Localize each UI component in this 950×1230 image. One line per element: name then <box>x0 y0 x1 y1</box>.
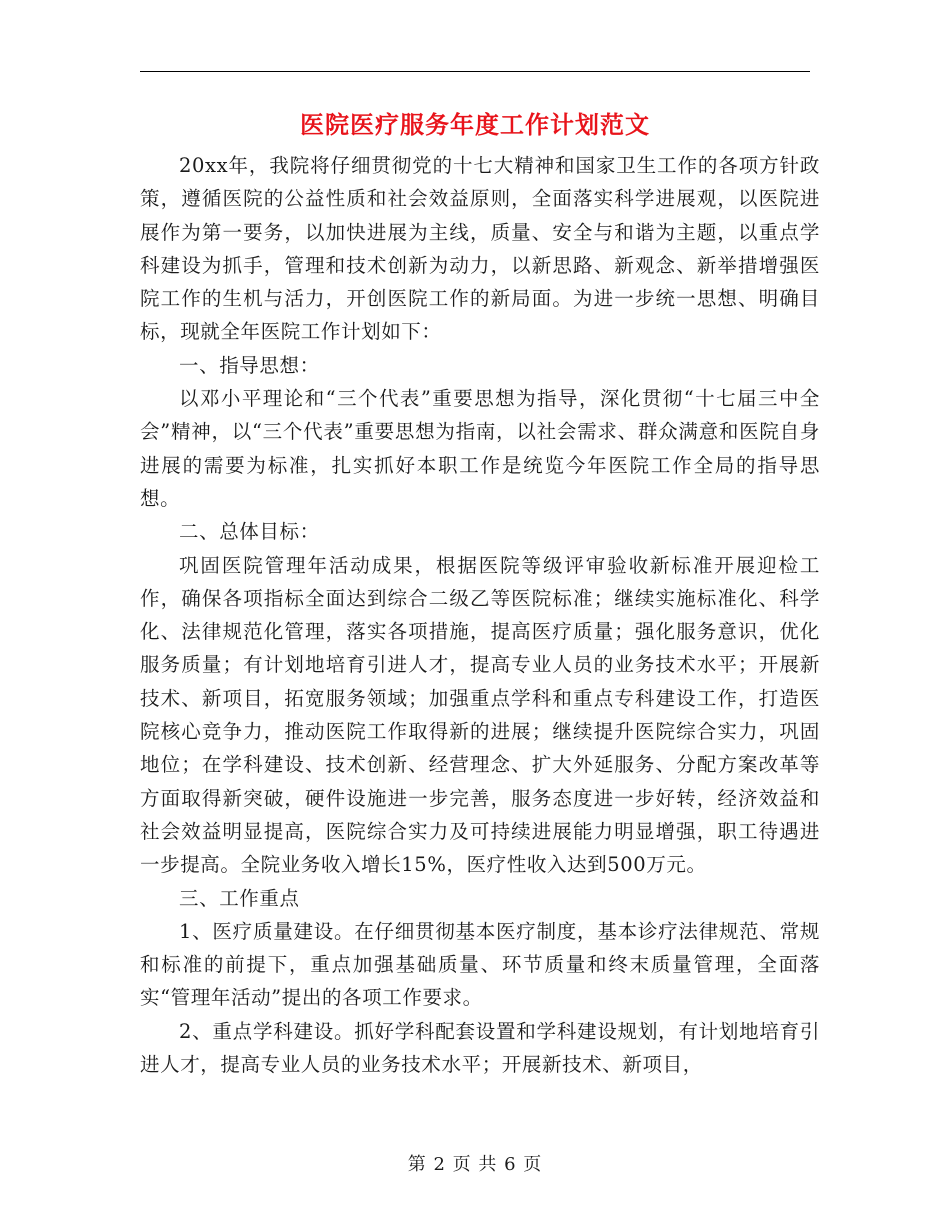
section-heading-work-focus: 三、工作重点 <box>179 886 300 910</box>
paragraph-overall-goals: 巩固医院管理年活动成果，根据医院等级评审验收新标准开展迎检工作，确保各项指标全面达到综合二级乙等医院标准；继续实施标准化、科学化、法律规范化管理，落实各项措施，提高医疗质量；强化服务意识，优化服务质量；有计划地培育引进人才，提高专业人员的业务技术水平；开展新技术、新项目，拓宽服务领域；加强重点学科和重点专科建设工作，打造医院核心竞争力，推动医院工作取得新的进展；继续提升医院综合实力，巩固地位；在学科建设、技术创新、经营理念、扩大外延服务、分配方案改革等方面取得新突破，硬件设施进一步完善，服务态度进一步好转，经济效益和社会效益明显提高，医院综合实力及可持续进展能力明显增强，职工待遇进一步提高。全院业务收入增长15%，医疗性收入达到500万元。 <box>140 553 820 877</box>
document-title: 医院医疗服务年度工作计划范文 <box>300 110 650 139</box>
header-rule <box>140 71 810 72</box>
page-number-footer: 第 2 页 共 6 页 <box>407 1154 543 1175</box>
paragraph-key-disciplines: 2、重点学科建设。抓好学科配套设置和学科建设规划，有计划地培育引进人才，提高专业人员的业务技术水平；开展新技术、新项目， <box>140 1019 820 1077</box>
section-heading-guiding-thought: 一、指导思想： <box>179 353 320 377</box>
section-heading-overall-goals: 二、总体目标： <box>179 520 320 544</box>
paragraph-medical-quality: 1、医疗质量建设。在仔细贯彻基本医疗制度，基本诊疗法律规范、常规和标准的前提下，重点加强基础质量、环节质量和终末质量管理，全面落实“管理年活动”提出的各项工作要求。 <box>140 919 820 1010</box>
document-body <box>140 149 820 1081</box>
paragraph-guiding-thought: 以邓小平理论和“三个代表”重要思想为指导，深化贯彻“十七届三中全会”精神，以“三个代表”重要思想为指南，以社会需求、群众满意和医院自身进展的需要为标准，扎实抓好本职工作是统览今年医院工作全局的指导思想。 <box>140 387 820 510</box>
paragraph-intro: 20xx年，我院将仔细贯彻党的十七大精神和国家卫生工作的各项方针政策，遵循医院的公益性质和社会效益原则，全面落实科学进展观，以医院进展作为第一要务，以加快进展为主线，质量、安全与和谐为主题，以重点学科建设为抓手，管理和技术创新为动力，以新思路、新观念、新举措增强医院工作的生机与活力，开创医院工作的新局面。为进一步统一思想、明确目标，现就全年医院工作计划如下： <box>140 154 820 344</box>
